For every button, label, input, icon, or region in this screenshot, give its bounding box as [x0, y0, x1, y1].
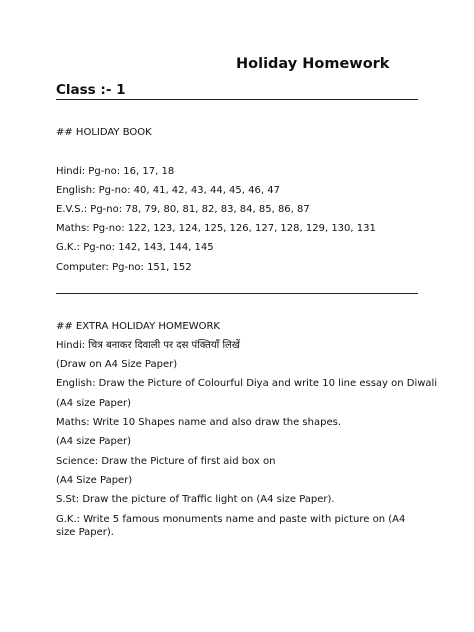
- holiday-book-line-computer: Computer: Pg-no: 151, 152: [56, 262, 192, 273]
- extra-line-english: English: Draw the Picture of Colourful Diya and write 10 line essay on Diwali: [56, 378, 438, 389]
- extra-line-hindi: Hindi: चित्र बनाकर दिवाली पर दस पंक्तियाँ लिखें: [56, 340, 240, 351]
- holiday-book-line-gk: G.K.: Pg-no: 142, 143, 144, 145: [56, 242, 214, 253]
- extra-line-gk: G.K.: Write 5 famous monuments name and paste with picture on (A4 size Paper).: [56, 514, 406, 538]
- holiday-book-heading: ## HOLIDAY BOOK: [56, 127, 152, 138]
- class-label: Class :- 1: [56, 82, 126, 98]
- holiday-book-line-maths: Maths: Pg-no: 122, 123, 124, 125, 126, 127, 128, 129, 130, 131: [56, 223, 376, 234]
- extra-homework-heading: ## EXTRA HOLIDAY HOMEWORK: [56, 321, 220, 332]
- extra-line-maths: Maths: Write 10 Shapes name and also draw the shapes.: [56, 417, 341, 428]
- extra-line-hindi-paper: (Draw on A4 Size Paper): [56, 359, 178, 370]
- holiday-book-line-english: English: Pg-no: 40, 41, 42, 43, 44, 45, 46, 47: [56, 185, 280, 196]
- divider-middle: [56, 293, 418, 294]
- extra-line-sst: S.St: Draw the picture of Traffic light on (A4 size Paper).: [56, 494, 335, 505]
- extra-line-science: Science: Draw the Picture of first aid box on: [56, 456, 276, 467]
- document-title: Holiday Homework: [236, 56, 390, 72]
- extra-line-english-paper: (A4 size Paper): [56, 398, 132, 409]
- divider-top: [56, 99, 418, 100]
- holiday-book-line-hindi: Hindi: Pg-no: 16, 17, 18: [56, 166, 175, 177]
- holiday-book-line-evs: E.V.S.: Pg-no: 78, 79, 80, 81, 82, 83, 84, 85, 86, 87: [56, 204, 310, 215]
- extra-line-science-paper: (A4 Size Paper): [56, 475, 133, 486]
- extra-line-maths-paper: (A4 size Paper): [56, 436, 132, 447]
